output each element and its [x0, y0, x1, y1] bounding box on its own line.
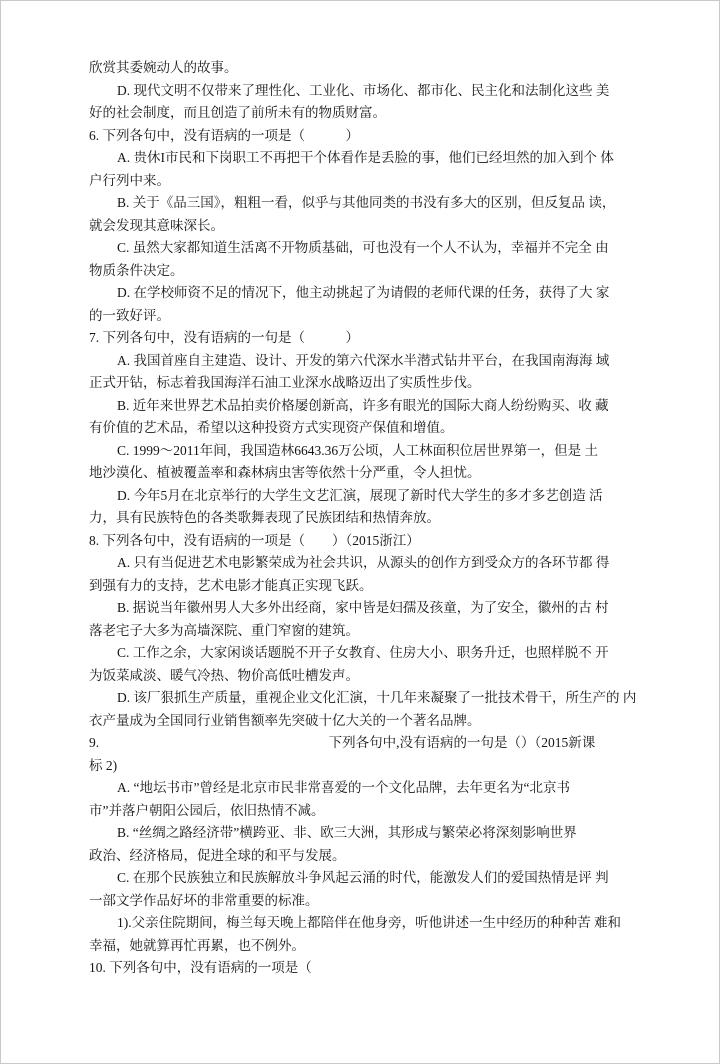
- text-line: 落老宅子大多为高墙深院、重门窄窗的建筑。: [89, 622, 359, 638]
- text-line: 欣赏其委婉动人的故事。: [89, 60, 238, 75]
- text-line-option-b: B. 据说当年徽州男人大多外出经商，家中皆是妇孺及孩童，为了安全，徽州的古 村: [117, 600, 609, 615]
- text-line: 一部文学作品好坏的非常重要的标准。: [89, 892, 319, 908]
- text-line: 标 2): [89, 757, 118, 773]
- text-line-option-a: A. 贵休I市民和下岗职工不再把干个体看作是丢脸的事，他们已经坦然的加入到个 体: [117, 150, 614, 165]
- text-line-option-d: 1).父亲住院期间，梅兰每天晚上都陪伴在他身旁，听他讲述一生中经历的种种苦 难和: [117, 915, 621, 930]
- text-line-option-a: A. 只有当促进艺术电影繁荣成为社会共识，从源头的创作方到受众方的各环节都 得: [117, 555, 610, 570]
- text-line-option-d: D. 今年5月在北京举行的大学生文艺汇演，展现了新时代大学生的多才多艺创造 活: [117, 487, 603, 503]
- text-line-option-c: C. 1999～2011年间，我国造林6643.36万公顷，人工林面积位居世界第一，但是 土: [117, 442, 599, 458]
- question-8-stem: 8. 下列各句中，没有语病的一项是（ ）（2015浙江）: [89, 532, 420, 548]
- text-line-option-c: C. 虽然大家都知道生活离不开物质基础，可也没有一个人不认为，幸福并不完全 由: [117, 240, 609, 255]
- text-line-option-d: D. 现代文明不仅带来了理性化、工业化、市场化、都市化、民主化和法制化这些 美: [117, 82, 610, 98]
- text-line: 正式开钻，标志着我国海洋石油工业深水战略迈出了实质性步伐。: [89, 375, 481, 390]
- question-10-stem: 10. 下列各句中，没有语病的一项是（: [89, 960, 312, 975]
- text-line: 政治、经济格局，促进全球的和平与发展。: [89, 847, 346, 863]
- question-6-stem: 6. 下列各句中，没有语病的一项是（ ）: [89, 127, 359, 143]
- text-line: 的一致好评。: [89, 307, 170, 323]
- text-line-option-b: B. 近年来世界艺术品拍卖价格屡创新高，许多有眼光的国际大商人纷纷购买、收 藏: [117, 397, 609, 413]
- text-line: 衣产量成为全国同行业销售额率先突破十亿大关的一个著名品牌。: [89, 712, 481, 728]
- text-line-option-a: A. “地坛书市”曾经是北京市民非常喜爱的一个文化品牌，去年更名为“北京书: [117, 780, 570, 795]
- text-line-option-c: C. 在那个民族独立和民族解放斗争风起云涌的时代，能激发人们的爱国热情是评 判: [117, 870, 609, 885]
- text-line-option-b: B. 关于《品三国》，粗粗一看，似乎与其他同类的书没有多大的区别，但反复品 读，: [117, 195, 616, 210]
- text-line-option-d: D. 在学校师资不足的情况下，他主动挑起了为请假的老师代课的任务，获得了大 家: [117, 285, 610, 300]
- text-line-option-b: B. “丝绸之路经济带”横跨亚、非、欧三大洲，其形成与繁荣必将深刻影响世界: [117, 825, 577, 840]
- text-line: 好的社会制度，而且创造了前所未有的物质财富。: [89, 105, 386, 120]
- text-line: 市”并落户朝阳公园后，依旧热情不减。: [89, 802, 325, 818]
- text-line: 就会发现其意味深长。: [89, 217, 224, 233]
- text-line: 幸福，她就算再忙再累，也不例外。: [89, 937, 305, 953]
- text-line-option-a: A. 我国首座自主建造、设计、开发的第六代深水半潜式钻井平台，在我国南海海 域: [117, 352, 610, 368]
- text-line-option-d: D. 该厂狠抓生产质量，重视企业文化汇演，十几年来凝聚了一批技术骨干，所生产的 内: [117, 690, 637, 705]
- text-line: 到强有力的支持，艺术电影才能真正实现飞跃。: [89, 577, 373, 593]
- text-line: 力，具有民族特色的各类歌舞表现了民族团结和热情奔放。: [89, 510, 440, 525]
- question-9-stem: 9. 下列各句中,没有语病的一句是（）（2015新课: [89, 735, 596, 750]
- text-line: 户行列中来。: [89, 172, 170, 188]
- text-line: 有价值的艺术品，希望以这种投资方式实现资产保值和增值。: [89, 420, 454, 435]
- text-line: 地沙漠化、植被覆盖率和森林病虫害等依然十分严重，令人担忧。: [89, 465, 481, 480]
- question-7-stem: 7. 下列各句中，没有语病的一句是（ ）: [89, 330, 359, 345]
- text-line: 为饭菜咸淡、暖气冷热、物价高低吐槽发声。: [89, 667, 359, 683]
- text-line: 物质条件决定。: [89, 262, 184, 278]
- text-line-option-c: C. 工作之余，大家闲谈话题脱不开子女教育、住房大小、职务升迁，也照样脱不 开: [117, 645, 609, 660]
